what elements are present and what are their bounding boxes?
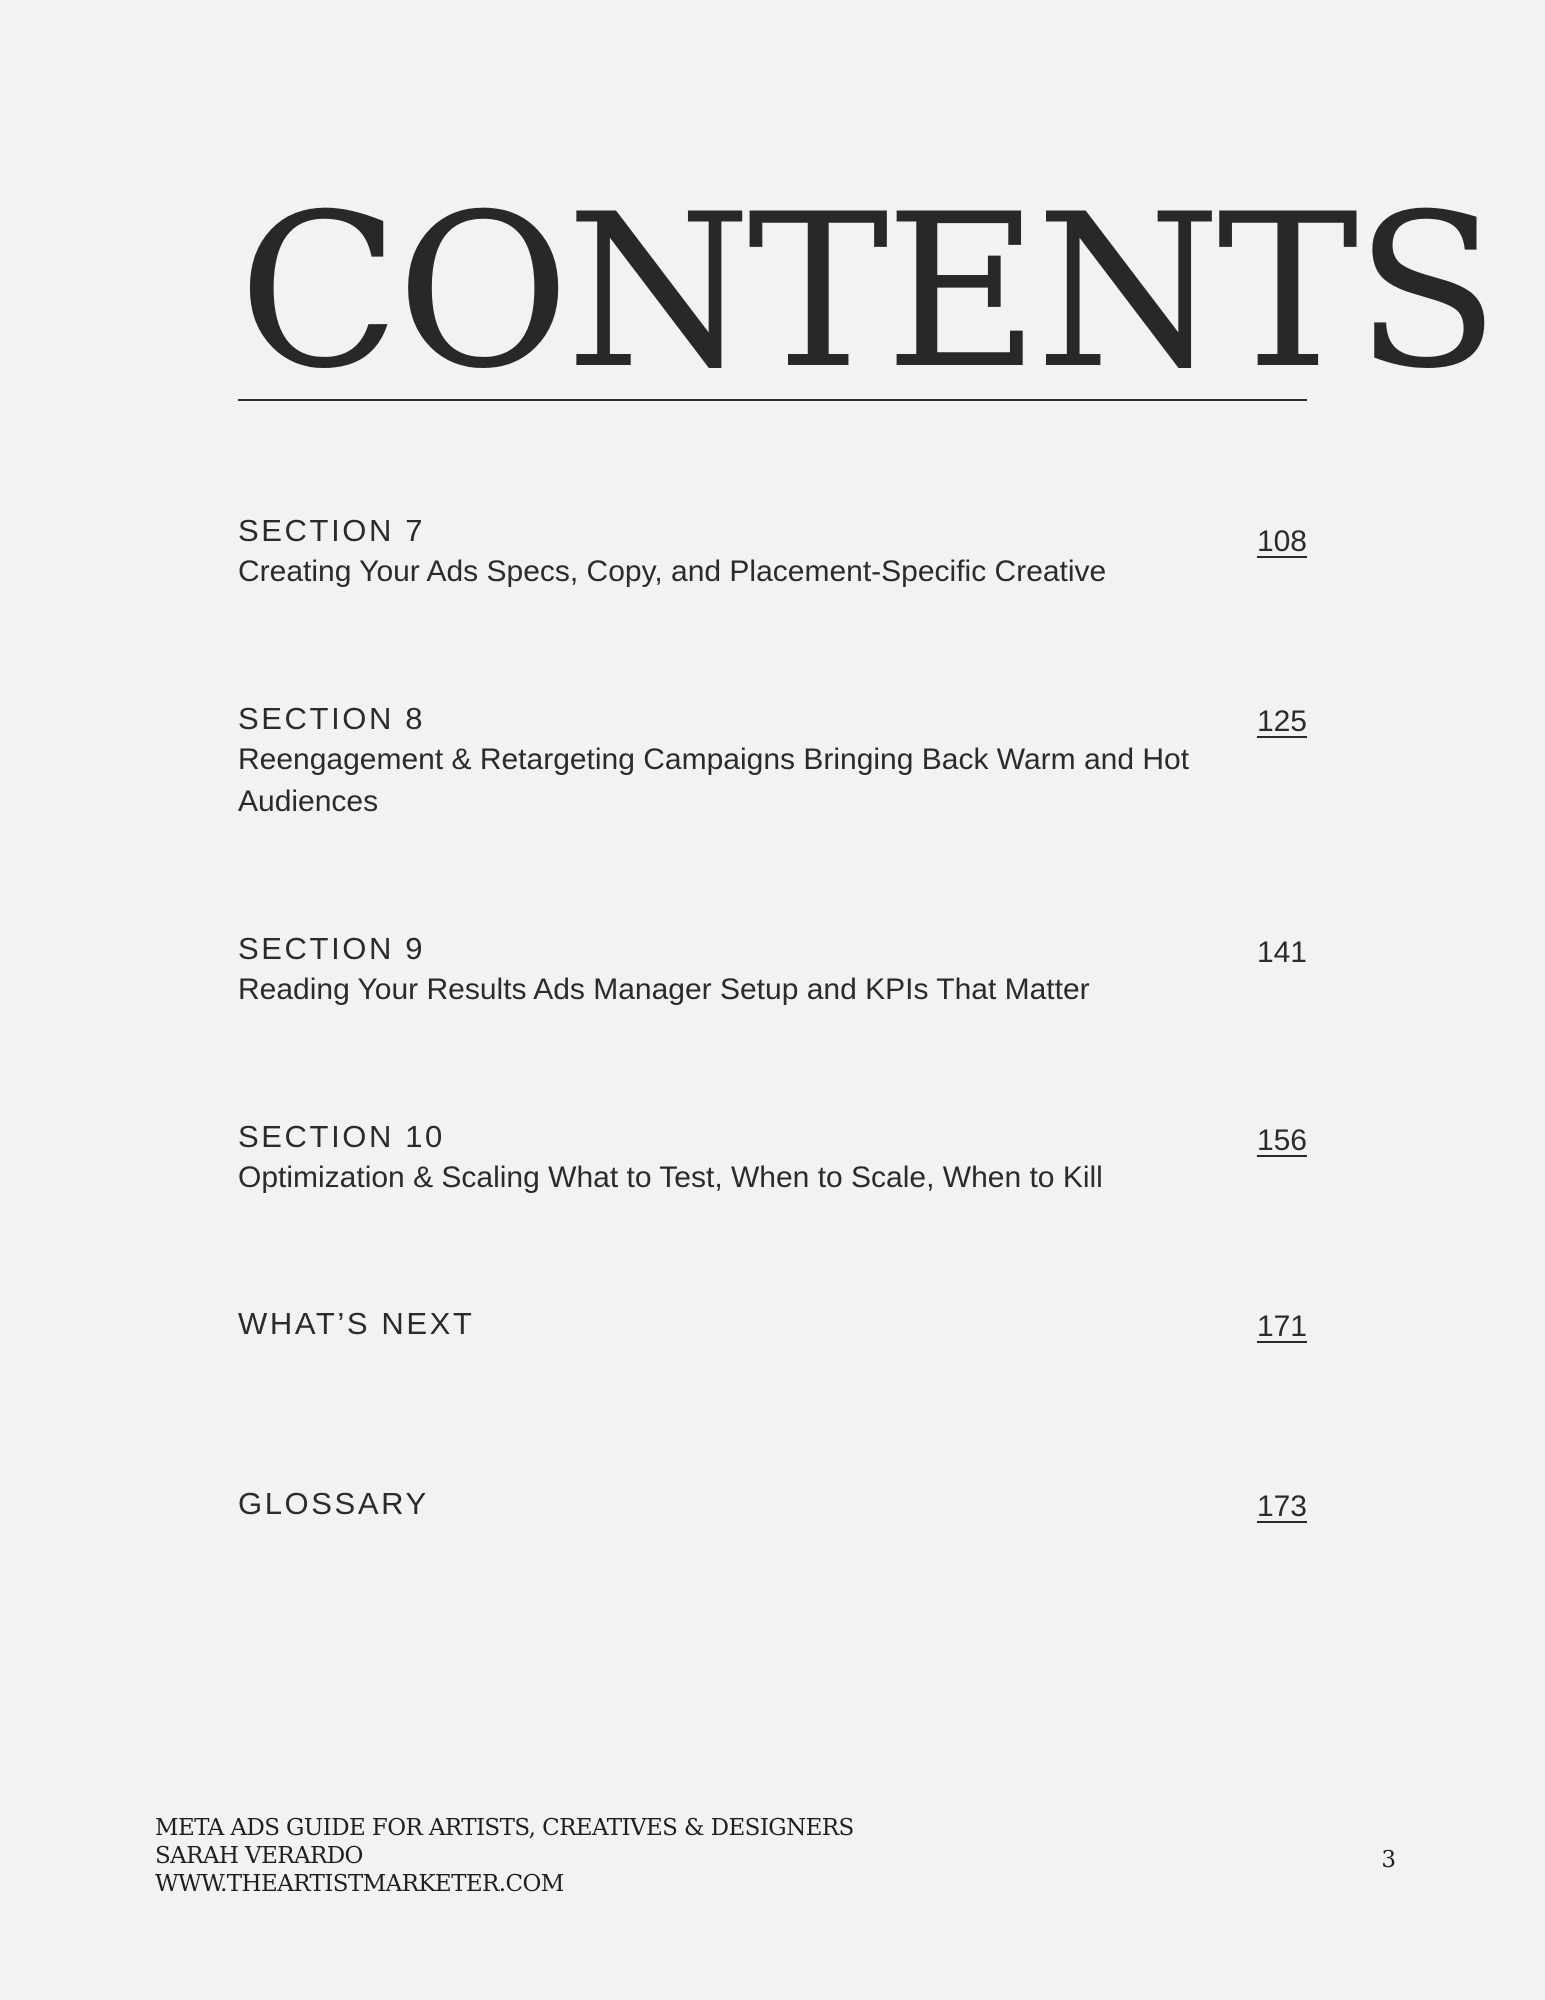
toc-section-description: Creating Your Ads Specs, Copy, and Placement-Specific Creative [238, 555, 1107, 588]
toc-section-description: Reengagement & Retargeting Campaigns Bringing Back Warm and Hot Audiences [238, 743, 1190, 818]
toc-section-label: SECTION 7 [238, 513, 426, 548]
toc-page-link[interactable]: 173 [1256, 1490, 1307, 1523]
footer-book-title: META ADS GUIDE FOR ARTISTS, CREATIVES & DESIGNERS [155, 1815, 854, 1841]
toc-section-label: GLOSSARY [238, 1486, 429, 1521]
toc-page-number: 141 [1256, 936, 1307, 969]
toc-section-description: Optimization & Scaling What to Test, When to Scale, When to Kill [238, 1161, 1103, 1194]
footer [155, 1814, 854, 1898]
footer-author: SARAH VERARDO [155, 1843, 363, 1869]
toc-section-description: Reading Your Results Ads Manager Setup and KPIs That Matter [238, 973, 1090, 1006]
toc-page-link[interactable]: 108 [1256, 525, 1307, 558]
toc-section-label: SECTION 10 [238, 1119, 445, 1154]
page-title: CONTENTS [238, 168, 1496, 415]
toc-page-link[interactable]: 125 [1256, 705, 1307, 738]
footer-website: WWW.THEARTISTMARKETER.COM [155, 1871, 564, 1897]
title-divider [238, 399, 1307, 401]
page-number: 3 [1381, 1847, 1396, 1873]
toc-page-link[interactable]: 156 [1256, 1124, 1307, 1157]
toc-page-link[interactable]: 171 [1256, 1310, 1307, 1343]
toc-section-label: SECTION 9 [238, 931, 426, 966]
toc-section-label: SECTION 8 [238, 701, 426, 736]
toc-section-label: WHAT’S NEXT [238, 1306, 475, 1341]
